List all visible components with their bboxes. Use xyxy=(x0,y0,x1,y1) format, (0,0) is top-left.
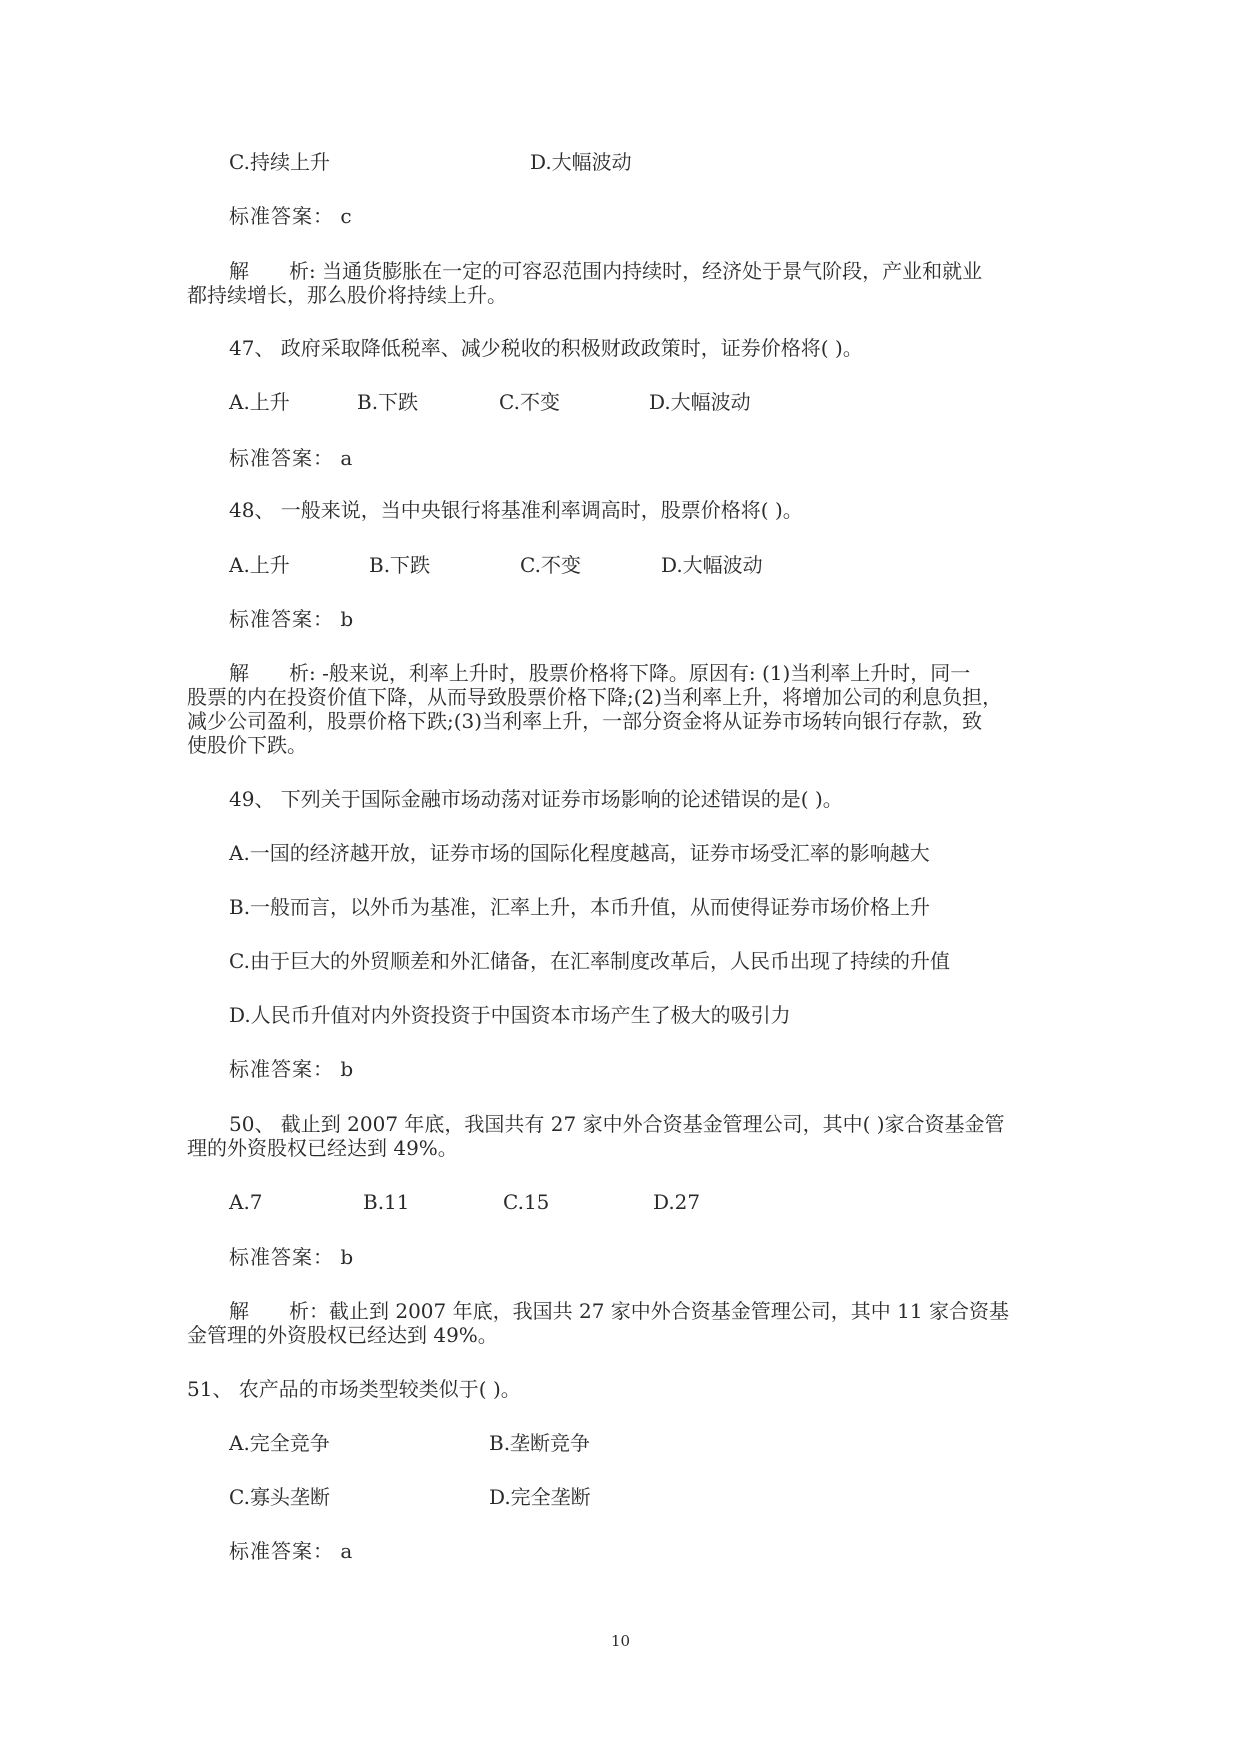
q48-analysis-line-1: 解 析: -般来说，利率上升时，股票价格将下降。原因有: (1)当利率上升时，同一 xyxy=(229,661,971,685)
q49-option-b: B.一般而言，以外币为基准，汇率上升，本币升值，从而使得证券市场价格上升 xyxy=(229,895,931,919)
q47-option-b: B.下跌 xyxy=(357,390,419,414)
q48-analysis-line-2: 股票的内在投资价值下降，从而导致股票价格下降;(2)当利率上升，将增加公司的利息负担， xyxy=(187,685,1003,709)
q47-answer xyxy=(229,446,352,470)
q49-answer xyxy=(229,1057,353,1081)
q50-option-d: D.27 xyxy=(653,1190,701,1214)
q50-option-c: C.15 xyxy=(503,1190,550,1214)
q49-option-c: C.由于巨大的外贸顺差和外汇储备，在汇率制度改革后，人民币出现了持续的升值 xyxy=(229,949,950,973)
q51-option-d: D.完全垄断 xyxy=(489,1485,591,1509)
q46-analysis-line-2: 都持续增长，那么股价将持续上升。 xyxy=(187,283,507,307)
q50-stem-line-2: 理的外资股权已经达到 49%。 xyxy=(187,1136,458,1160)
q51-option-a: A.完全竞争 xyxy=(229,1431,330,1455)
answer-label: 标准答案： xyxy=(229,446,334,470)
answer-label: 标准答案： xyxy=(229,1057,334,1081)
q51-stem: 51、 农产品的市场类型较类似于( )。 xyxy=(187,1377,521,1401)
answer-value: b xyxy=(340,1245,354,1269)
answer-label: 标准答案： xyxy=(229,1539,334,1563)
q46-analysis-line-1: 解 析: 当通货膨胀在一定的可容忍范围内持续时，经济处于景气阶段，产业和就业 xyxy=(229,259,983,283)
q48-answer xyxy=(229,607,353,631)
answer-value: a xyxy=(340,446,353,470)
q47-option-d: D.大幅波动 xyxy=(649,390,751,414)
q48-option-c: C.不变 xyxy=(520,553,581,577)
q48-analysis-line-4: 使股价下跌。 xyxy=(187,733,307,757)
q50-option-a: A.7 xyxy=(229,1190,263,1214)
q46-option-d: D.大幅波动 xyxy=(530,150,632,174)
q51-answer xyxy=(229,1539,352,1563)
q48-stem: 48、 一般来说，当中央银行将基准利率调高时，股票价格将( )。 xyxy=(229,498,803,522)
q50-analysis-line-2: 金管理的外资股权已经达到 49%。 xyxy=(187,1323,498,1347)
answer-label: 标准答案： xyxy=(229,204,334,228)
q49-stem: 49、 下列关于国际金融市场动荡对证券市场影响的论述错误的是( )。 xyxy=(229,787,843,811)
q46-option-c: C.持续上升 xyxy=(229,150,330,174)
q49-option-d: D.人民币升值对内外资投资于中国资本市场产生了极大的吸引力 xyxy=(229,1003,791,1027)
q50-analysis-line-1: 解 析：截止到 2007 年底，我国共 27 家中外合资基金管理公司，其中 11 家合资基 xyxy=(229,1299,1009,1323)
answer-value: b xyxy=(340,607,354,631)
q51-option-b: B.垄断竞争 xyxy=(489,1431,591,1455)
q47-option-c: C.不变 xyxy=(499,390,560,414)
q48-option-d: D.大幅波动 xyxy=(661,553,763,577)
q51-option-c: C.寡头垄断 xyxy=(229,1485,330,1509)
answer-value: a xyxy=(340,1539,353,1563)
answer-value: b xyxy=(340,1057,354,1081)
q47-stem: 47、 政府采取降低税率、减少税收的积极财政政策时，证券价格将( )。 xyxy=(229,336,863,360)
page-number: 10 xyxy=(610,1632,631,1650)
q47-option-a: A.上升 xyxy=(229,390,290,414)
q50-option-b: B.11 xyxy=(363,1190,410,1214)
answer-label: 标准答案： xyxy=(229,607,334,631)
q50-answer xyxy=(229,1245,353,1269)
q50-stem-line-1: 50、 截止到 2007 年底，我国共有 27 家中外合资基金管理公司，其中( )家合资基金管 xyxy=(229,1112,1005,1136)
answer-value: c xyxy=(340,204,352,228)
q48-analysis-line-3: 减少公司盈利，股票价格下跌;(3)当利率上升，一部分资金将从证券市场转向银行存款，致 xyxy=(187,709,983,733)
answer-label: 标准答案： xyxy=(229,1245,334,1269)
q48-option-b: B.下跌 xyxy=(369,553,431,577)
q46-answer xyxy=(229,204,352,228)
q48-option-a: A.上升 xyxy=(229,553,290,577)
q49-option-a: A.一国的经济越开放，证券市场的国际化程度越高，证券市场受汇率的影响越大 xyxy=(229,841,930,865)
